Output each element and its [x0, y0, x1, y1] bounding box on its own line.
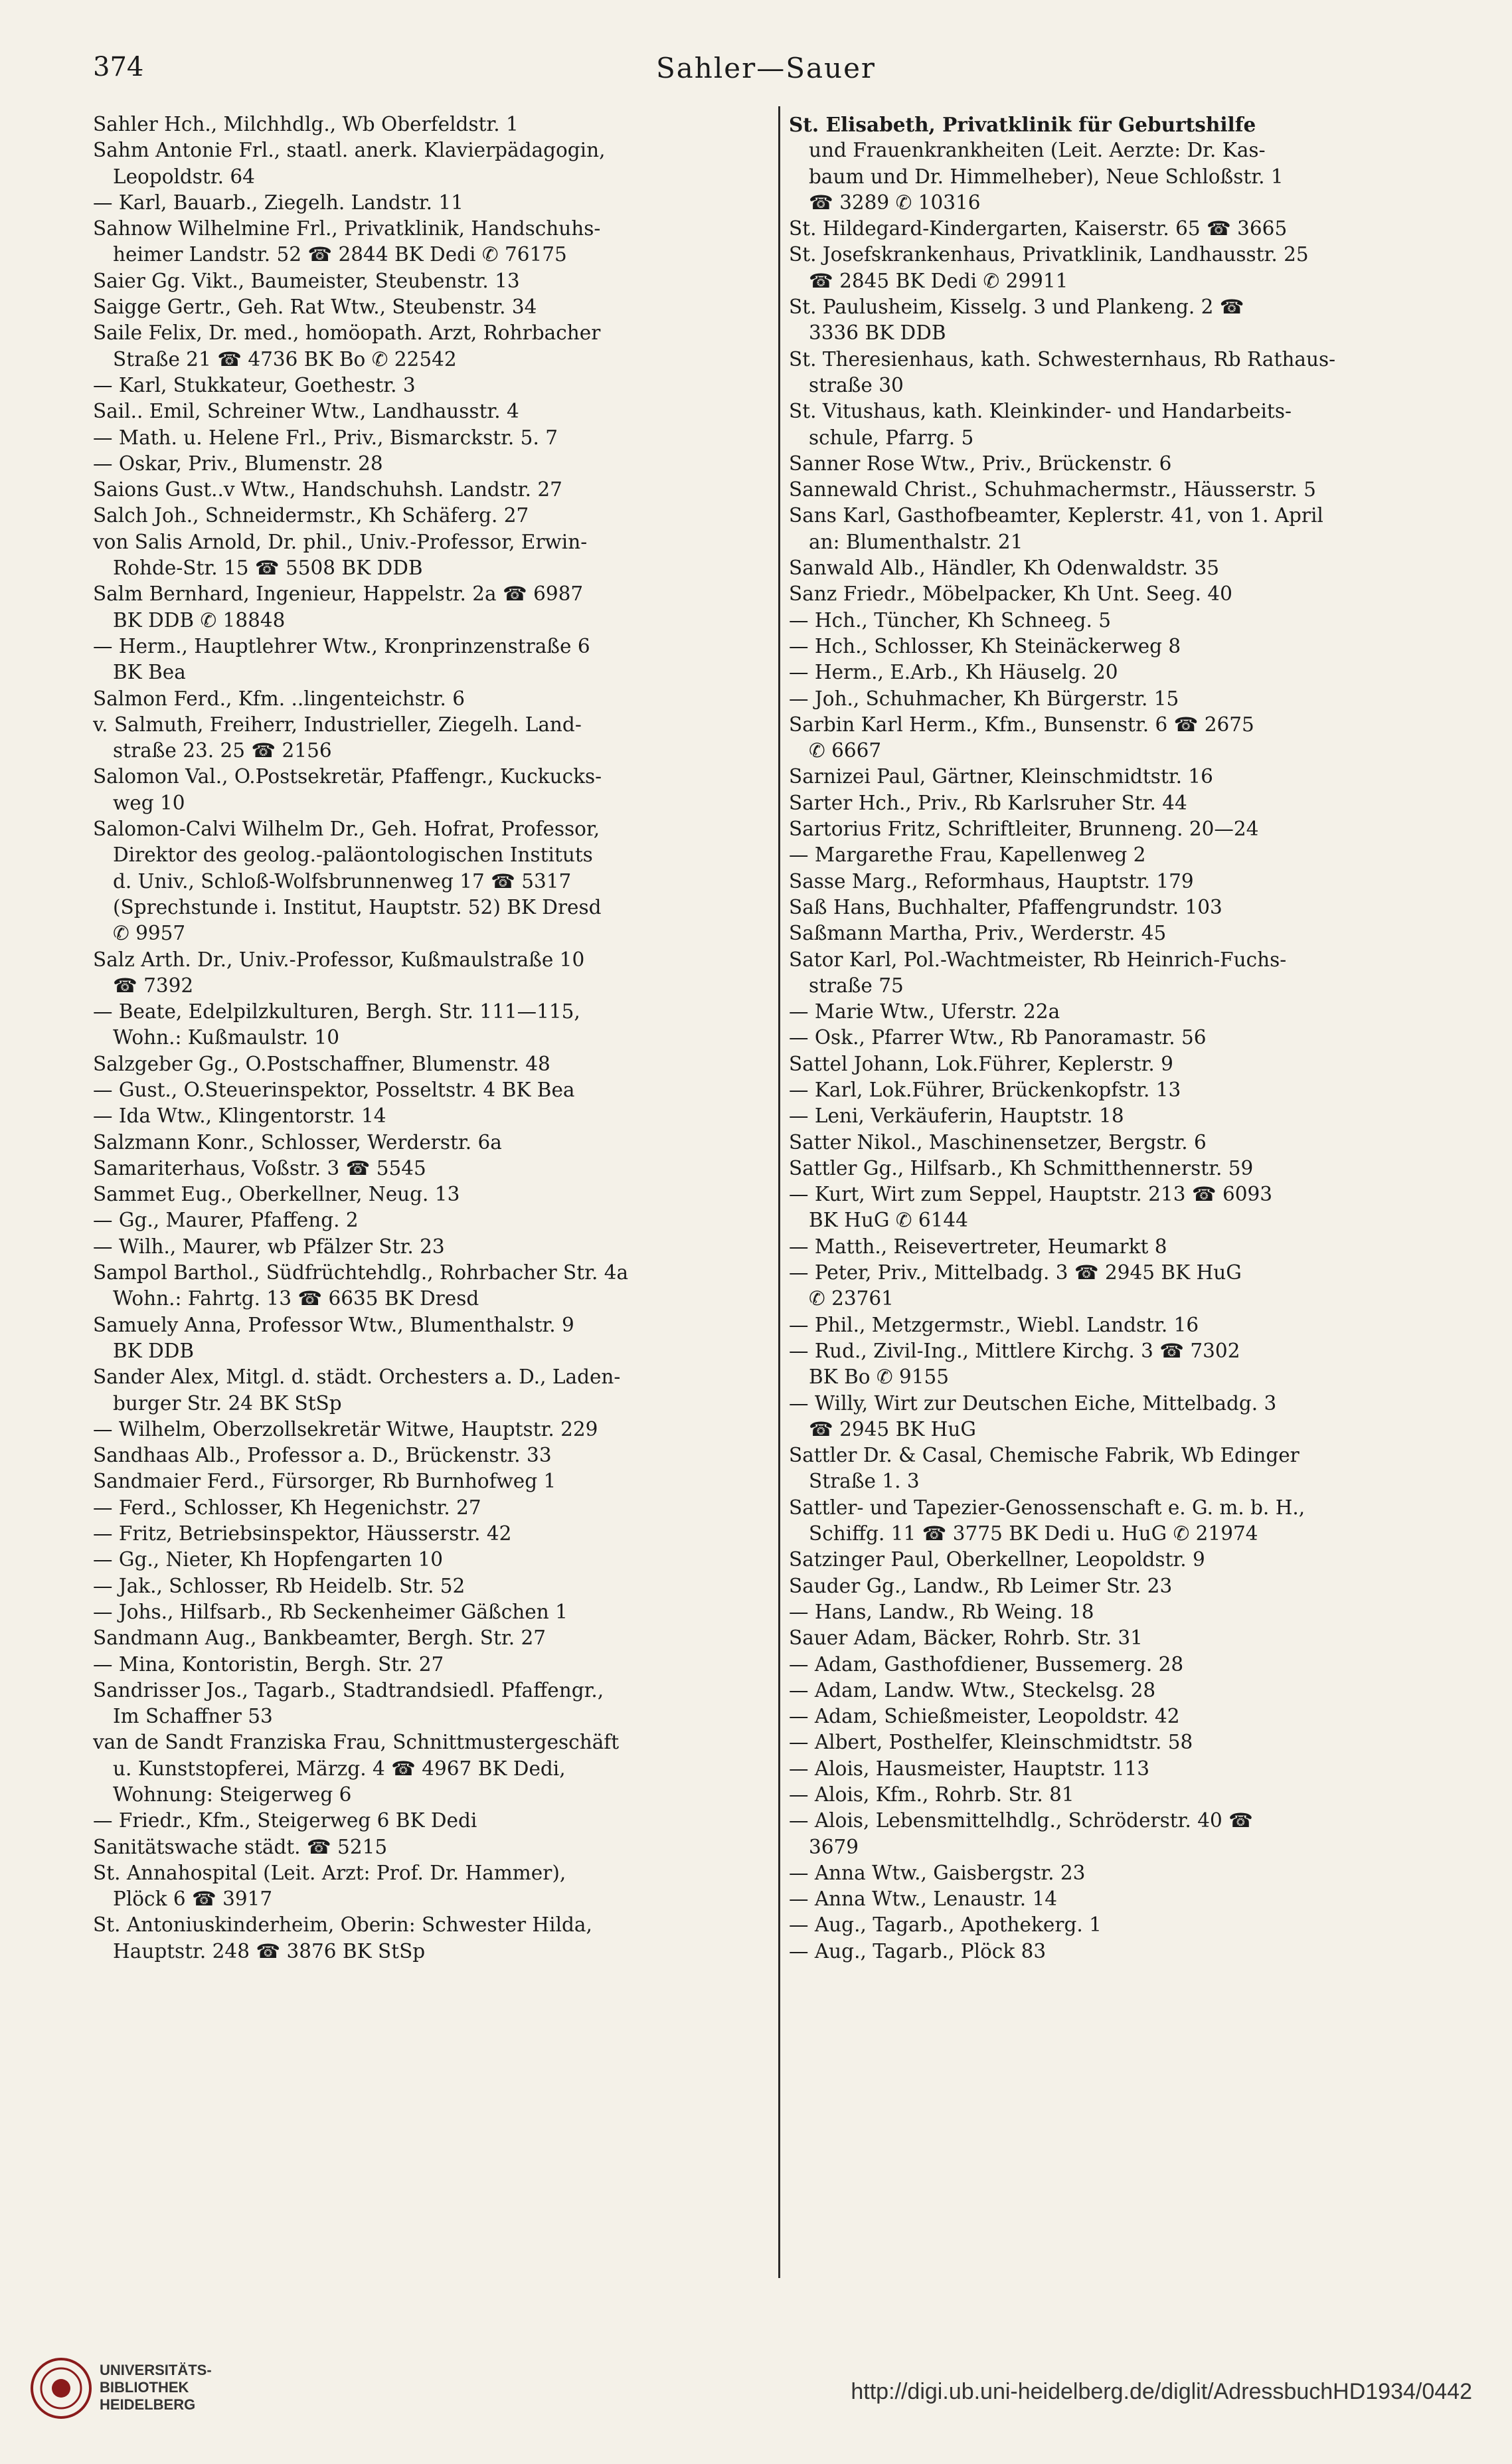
entry-continuation: BK DDB: [113, 1339, 195, 1362]
directory-entry: Salz Arth. Dr., Univ.-Professor, Kußmaulstraße 10: [93, 948, 585, 971]
directory-entry: — Oskar, Priv., Blumenstr. 28: [93, 452, 383, 475]
entry-continuation: Im Schaffner 53: [113, 1705, 273, 1728]
entry-continuation: d. Univ., Schloß-Wolfsbrunnenweg 17 ☎ 5317: [113, 869, 572, 893]
directory-entry: Salmon Ferd., Kfm. ..lingenteichstr. 6: [93, 687, 465, 710]
entry-continuation: an: Blumenthalstr. 21: [809, 530, 1023, 553]
directory-entry: St. Theresienhaus, kath. Schwesternhaus, Rb Rathaus-: [789, 347, 1336, 371]
directory-entry: Sammet Eug., Oberkellner, Neug. 13: [93, 1183, 460, 1206]
entry-continuation: ☎ 2945 BK HuG: [809, 1417, 976, 1441]
directory-entry: Sasse Marg., Reformhaus, Hauptstr. 179: [789, 869, 1194, 893]
directory-entry: Salomon Val., O.Postsekretär, Pfaffengr., Kuckucks-: [93, 765, 602, 788]
library-name: [100, 2362, 212, 2414]
directory-entry: Sandrisser Jos., Tagarb., Stadtrandsiedl. Pfaffengr.,: [93, 1678, 604, 1702]
directory-entry: Saßmann Martha, Priv., Werderstr. 45: [789, 922, 1167, 945]
library-name-line: UNIVERSITÄTS-: [100, 2362, 212, 2378]
entry-continuation: Leopoldstr. 64: [113, 165, 255, 188]
entry-continuation: BK HuG ✆ 6144: [809, 1209, 968, 1232]
directory-entry: Sandhaas Alb., Professor a. D., Brückenstr. 33: [93, 1444, 552, 1467]
directory-entry: Sartorius Fritz, Schriftleiter, Brunneng. 20—24: [789, 818, 1259, 841]
directory-entry: Sanwald Alb., Händler, Kh Odenwaldstr. 35: [789, 557, 1220, 580]
directory-entry: Saigge Gertr., Geh. Rat Wtw., Steubenstr. 34: [93, 296, 537, 319]
directory-entry: St. Antoniuskinderheim, Oberin: Schwester Hilda,: [93, 1913, 592, 1937]
directory-entry: — Marie Wtw., Uferstr. 22a: [789, 1000, 1060, 1023]
entry-continuation: 3679: [809, 1835, 859, 1858]
entry-continuation: BK Bo ✆ 9155: [809, 1365, 950, 1389]
directory-entry: Salm Bernhard, Ingenieur, Happelstr. 2a ☎ 6987: [93, 582, 584, 606]
directory-entry: Saile Felix, Dr. med., homöopath. Arzt, Rohrbacher: [93, 321, 601, 345]
directory-entry: — Wilh., Maurer, wb Pfälzer Str. 23: [93, 1235, 445, 1258]
directory-entry: — Adam, Gasthofdiener, Bussemerg. 28: [789, 1652, 1184, 1676]
directory-entry: Sandmann Aug., Bankbeamter, Bergh. Str. 27: [93, 1627, 546, 1650]
directory-entry: — Osk., Pfarrer Wtw., Rb Panoramastr. 56: [789, 1026, 1207, 1049]
directory-entry: — Peter, Priv., Mittelbadg. 3 ☎ 2945 BK HuG: [789, 1261, 1242, 1284]
directory-entry: Sail.. Emil, Schreiner Wtw., Landhausstr. 4: [93, 400, 519, 423]
entry-continuation: (Sprechstunde i. Institut, Hauptstr. 52) BK Dresd: [113, 895, 602, 919]
directory-entry: Sanitätswache städt. ☎ 5215: [93, 1835, 388, 1858]
directory-entry: — Ferd., Schlosser, Kh Hegenichstr. 27: [93, 1496, 481, 1519]
directory-entry: — Matth., Reisevertreter, Heumarkt 8: [789, 1235, 1167, 1258]
directory-entry: — Karl, Stukkateur, Goethestr. 3: [93, 373, 416, 396]
directory-entry: — Rud., Zivil-Ing., Mittlere Kirchg. 3 ☎ 7302: [789, 1339, 1240, 1362]
directory-entry: Sahnow Wilhelmine Frl., Privatklinik, Handschuhs-: [93, 217, 601, 240]
directory-entry: Sattler Dr. & Casal, Chemische Fabrik, Wb Edinger: [789, 1444, 1300, 1467]
entry-continuation: schule, Pfarrg. 5: [809, 426, 974, 449]
directory-entry: — Adam, Schießmeister, Leopoldstr. 42: [789, 1705, 1180, 1728]
entry-continuation: ☎ 3289 ✆ 10316: [809, 191, 981, 214]
directory-entry: — Herm., E.Arb., Kh Häuselg. 20: [789, 661, 1118, 684]
directory-entry: — Jak., Schlosser, Rb Heidelb. Str. 52: [93, 1574, 465, 1597]
directory-entry: Samariterhaus, Voßstr. 3 ☎ 5545: [93, 1156, 426, 1180]
column-divider: [778, 106, 780, 2278]
directory-entry: — Joh., Schuhmacher, Kh Bürgerstr. 15: [789, 687, 1179, 710]
directory-entry: — Leni, Verkäuferin, Hauptstr. 18: [789, 1104, 1124, 1128]
directory-entry: — Gg., Maurer, Pfaffeng. 2: [93, 1209, 359, 1232]
entry-continuation: Direktor des geolog.-paläontologischen Instituts: [113, 843, 593, 867]
page-title: Sahler—Sauer: [655, 52, 877, 84]
directory-entry: — Fritz, Betriebsinspektor, Häusserstr. 42: [93, 1522, 512, 1545]
entry-continuation: ☎ 7392: [113, 974, 194, 997]
directory-entry: St. Hildegard-Kindergarten, Kaiserstr. 65 ☎ 3665: [789, 217, 1288, 240]
directory-entry: Sahm Antonie Frl., staatl. anerk. Klavierpädagogin,: [93, 139, 606, 162]
directory-entry: Sarter Hch., Priv., Rb Karlsruher Str. 44: [789, 791, 1187, 814]
directory-entry: Sampol Barthol., Südfrüchtehdlg., Rohrbacher Str. 4a: [93, 1261, 629, 1284]
directory-entry: — Kurt, Wirt zum Seppel, Hauptstr. 213 ☎ 6093: [789, 1183, 1273, 1206]
directory-entry: — Wilhelm, Oberzollsekretär Witwe, Hauptstr. 229: [93, 1417, 598, 1441]
entry-continuation: Wohn.: Kußmaulstr. 10: [113, 1026, 340, 1049]
entry-continuation: Plöck 6 ☎ 3917: [113, 1888, 273, 1911]
directory-entry: Sarbin Karl Herm., Kfm., Bunsenstr. 6 ☎ 2675: [789, 713, 1254, 736]
entry-continuation: Hauptstr. 248 ☎ 3876 BK StSp: [113, 1939, 426, 1963]
right-column: [789, 112, 1460, 2277]
directory-entry: Satzinger Paul, Oberkellner, Leopoldstr. 9: [789, 1548, 1205, 1571]
directory-entry: St. Josefskrankenhaus, Privatklinik, Landhausstr. 25: [789, 243, 1309, 266]
directory-entry: Sannewald Christ., Schuhmachermstr., Häusserstr. 5: [789, 478, 1316, 501]
directory-entry: — Beate, Edelpilzkulturen, Bergh. Str. 111—115,: [93, 1000, 580, 1023]
directory-entry: Sauder Gg., Landw., Rb Leimer Str. 23: [789, 1574, 1173, 1597]
library-name-line: BIBLIOTHEK: [100, 2379, 189, 2396]
entry-continuation: Rohde-Str. 15 ☎ 5508 BK DDB: [113, 557, 423, 580]
directory-entry: Sattler Gg., Hilfsarb., Kh Schmitthennerstr. 59: [789, 1156, 1254, 1180]
directory-entry: — Friedr., Kfm., Steigerweg 6 BK Dedi: [93, 1809, 477, 1832]
library-name-line: HEIDELBERG: [100, 2396, 196, 2413]
directory-entry: St. Annahospital (Leit. Arzt: Prof. Dr. Hammer),: [93, 1861, 566, 1884]
directory-entry: — Mina, Kontoristin, Bergh. Str. 27: [93, 1652, 444, 1676]
directory-entry: Sanz Friedr., Möbelpacker, Kh Unt. Seeg. 40: [789, 582, 1232, 606]
entry-continuation: Schiffg. 11 ☎ 3775 BK Dedi u. HuG ✆ 21974: [809, 1522, 1258, 1545]
directory-entry: Salomon-Calvi Wilhelm Dr., Geh. Hofrat, Professor,: [93, 818, 600, 841]
directory-entry: — Alois, Hausmeister, Hauptstr. 113: [789, 1757, 1150, 1780]
entry-continuation: burger Str. 24 BK StSp: [113, 1391, 342, 1415]
directory-entry: von Salis Arnold, Dr. phil., Univ.-Professor, Erwin-: [93, 530, 588, 553]
directory-entry: Sanner Rose Wtw., Priv., Brückenstr. 6: [789, 452, 1172, 475]
left-column: [93, 112, 770, 2277]
directory-entry: Sander Alex, Mitgl. d. städt. Orchesters a. D., Laden-: [93, 1365, 621, 1389]
directory-entry: Saier Gg. Vikt., Baumeister, Steubenstr. 13: [93, 269, 520, 292]
page-number: 374: [93, 52, 144, 82]
entry-continuation: straße 75: [809, 974, 904, 997]
entry-continuation: baum und Dr. Himmelheber), Neue Schloßstr. 1: [809, 165, 1284, 188]
directory-entry: Sandmaier Ferd., Fürsorger, Rb Burnhofweg 1: [93, 1470, 556, 1493]
entry-continuation: ☎ 2845 BK Dedi ✆ 29911: [809, 269, 1068, 292]
directory-entry: — Hch., Tüncher, Kh Schneeg. 5: [789, 608, 1111, 632]
entry-continuation: heimer Landstr. 52 ☎ 2844 BK Dedi ✆ 76175: [113, 243, 567, 266]
directory-entry: — Adam, Landw. Wtw., Steckelsg. 28: [789, 1678, 1156, 1702]
footer: [0, 2350, 1512, 2436]
directory-entry: — Phil., Metzgermstr., Wiebl. Landstr. 16: [789, 1313, 1199, 1336]
entry-continuation: 3336 BK DDB: [809, 321, 946, 345]
directory-entry: Saions Gust..v Wtw., Handschuhsh. Landstr. 27: [93, 478, 562, 501]
entry-continuation: weg 10: [113, 791, 185, 814]
directory-entry: — Anna Wtw., Lenaustr. 14: [789, 1888, 1057, 1911]
university-library-logo: [29, 2356, 93, 2420]
directory-entry: — Gg., Nieter, Kh Hopfengarten 10: [93, 1548, 444, 1571]
directory-entry: Salzmann Konr., Schlosser, Werderstr. 6a: [93, 1130, 502, 1154]
directory-entry: — Math. u. Helene Frl., Priv., Bismarckstr. 5. 7: [93, 426, 558, 449]
directory-entry: Sans Karl, Gasthofbeamter, Keplerstr. 41, von 1. April: [789, 504, 1323, 527]
entry-continuation: Straße 1. 3: [809, 1470, 920, 1493]
directory-entry: — Margarethe Frau, Kapellenweg 2: [789, 843, 1146, 867]
entry-continuation: ✆ 23761: [809, 1287, 894, 1310]
directory-entry: St. Vitushaus, kath. Kleinkinder- und Handarbeits-: [789, 400, 1292, 423]
directory-entry: van de Sandt Franziska Frau, Schnittmustergeschäft: [93, 1731, 620, 1754]
entry-continuation: u. Kunststopferei, Märzg. 4 ☎ 4967 BK Dedi,: [113, 1757, 566, 1780]
directory-entry: — Hch., Schlosser, Kh Steinäckerweg 8: [789, 634, 1181, 658]
directory-entry: — Herm., Hauptlehrer Wtw., Kronprinzenstraße 6: [93, 634, 590, 658]
entry-continuation: Straße 21 ☎ 4736 BK Bo ✆ 22542: [113, 347, 457, 371]
directory-entry: Sattel Johann, Lok.Führer, Keplerstr. 9: [789, 1052, 1173, 1075]
entry-continuation: BK Bea: [113, 661, 186, 684]
directory-entry: Sattler- und Tapezier-Genossenschaft e. G. m. b. H.,: [789, 1496, 1305, 1519]
directory-entry: Sarnizei Paul, Gärtner, Kleinschmidtstr. 16: [789, 765, 1213, 788]
directory-entry: — Albert, Posthelfer, Kleinschmidtstr. 58: [789, 1731, 1193, 1754]
entry-continuation: Wohn.: Fahrtg. 13 ☎ 6635 BK Dresd: [113, 1287, 479, 1310]
directory-entry: v. Salmuth, Freiherr, Industrieller, Ziegelh. Land-: [93, 713, 582, 736]
directory-entry: Sauer Adam, Bäcker, Rohrb. Str. 31: [789, 1627, 1143, 1650]
directory-entry: — Ida Wtw., Klingentorstr. 14: [93, 1104, 386, 1128]
directory-entry: Salch Joh., Schneidermstr., Kh Schäferg. 27: [93, 504, 529, 527]
directory-entry: — Hans, Landw., Rb Weing. 18: [789, 1600, 1094, 1623]
directory-entry: Saß Hans, Buchhalter, Pfaffengrundstr. 103: [789, 895, 1222, 919]
directory-entry: — Gust., O.Steuerinspektor, Posseltstr. 4 BK Bea: [93, 1078, 575, 1101]
directory-entry: — Aug., Tagarb., Apothekerg. 1: [789, 1913, 1102, 1937]
directory-entry: St. Paulusheim, Kisselg. 3 und Plankeng. 2 ☎: [789, 296, 1244, 319]
directory-entry: — Anna Wtw., Gaisbergstr. 23: [789, 1861, 1086, 1884]
directory-entry: — Alois, Kfm., Rohrb. Str. 81: [789, 1783, 1074, 1806]
directory-entry: — Johs., Hilfsarb., Rb Seckenheimer Gäßchen 1: [93, 1600, 568, 1623]
entry-continuation: und Frauenkrankheiten (Leit. Aerzte: Dr. Kas-: [809, 139, 1266, 162]
directory-entry: St. Elisabeth, Privatklinik für Geburtshilfe: [789, 113, 1256, 136]
source-url[interactable]: http://digi.ub.uni-heidelberg.de/diglit/AdressbuchHD1934/0442: [851, 2379, 1472, 2404]
directory-entry: Sator Karl, Pol.-Wachtmeister, Rb Heinrich-Fuchs-: [789, 948, 1287, 971]
directory-entry: — Aug., Tagarb., Plöck 83: [789, 1939, 1047, 1963]
directory-entry: — Alois, Lebensmittelhdlg., Schröderstr. 40 ☎: [789, 1809, 1253, 1832]
directory-entry: Samuely Anna, Professor Wtw., Blumenthalstr. 9: [93, 1313, 574, 1336]
directory-entry: Satter Nikol., Maschinensetzer, Bergstr. 6: [789, 1130, 1207, 1154]
directory-entry: Salzgeber Gg., O.Postschaffner, Blumenstr. 48: [93, 1052, 550, 1075]
directory-entry: — Karl, Lok.Führer, Brückenkopfstr. 13: [789, 1078, 1181, 1101]
entry-continuation: ✆ 6667: [809, 739, 882, 762]
entry-continuation: Wohnung: Steigerweg 6: [113, 1783, 352, 1806]
page-header: [93, 52, 1439, 92]
entry-continuation: ✆ 9957: [113, 922, 186, 945]
entry-continuation: BK DDB ✆ 18848: [113, 608, 286, 632]
directory-entry: — Willy, Wirt zur Deutschen Eiche, Mittelbadg. 3: [789, 1391, 1277, 1415]
entry-continuation: straße 23. 25 ☎ 2156: [113, 739, 332, 762]
entry-continuation: straße 30: [809, 373, 904, 396]
directory-entry: Sahler Hch., Milchhdlg., Wb Oberfeldstr. 1: [93, 113, 519, 135]
directory-entry: — Karl, Bauarb., Ziegelh. Landstr. 11: [93, 191, 463, 214]
